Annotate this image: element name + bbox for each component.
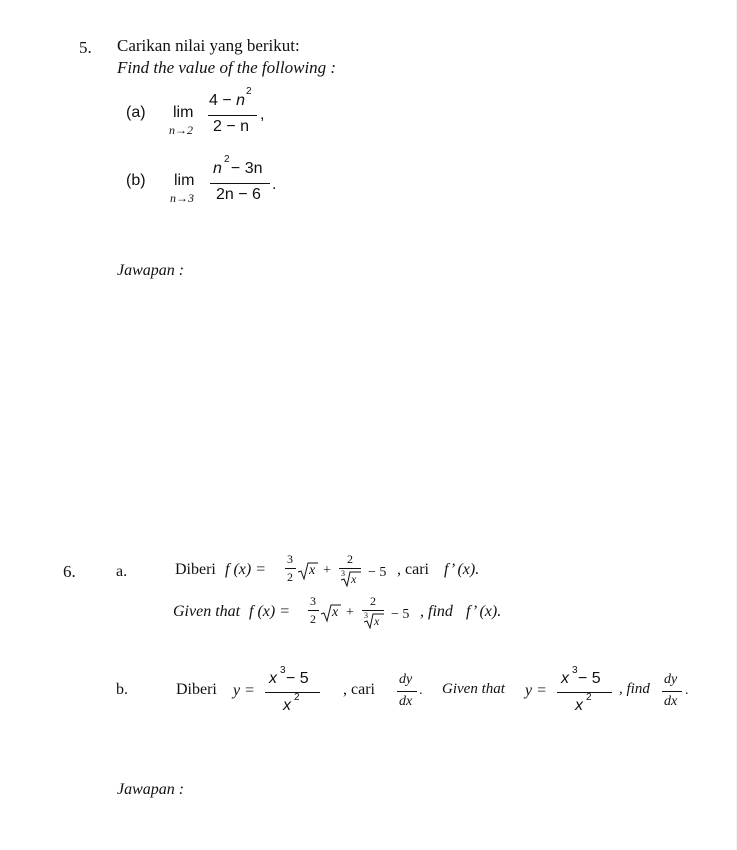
punctuation: . [685,683,689,698]
answer-label-q5: Jawapan : [117,262,185,279]
lead-text: Diberi [175,561,216,578]
fraction-denominator: 2 [287,570,293,584]
lim-operator: lim [174,172,195,189]
lim-subscript: n→2 [169,123,193,137]
fraction-numerator: 2 [347,552,353,566]
fraction-bar [210,183,270,184]
radicand: x [374,614,380,628]
plus-sign: + [346,605,354,620]
constant-term: − 5 [368,565,387,580]
question-5-heading-english: Find the value of the following : [117,58,337,77]
exponent: 3 [572,665,578,676]
answer-label-q6: Jawapan : [117,781,185,798]
radicand: x [351,572,357,586]
punctuation: . [272,176,277,193]
sqrt-icon [320,603,342,623]
english-mid-text: , find [619,681,650,697]
fraction-denominator: 2 − n [213,118,250,135]
fraction-bar [308,610,319,611]
fraction-numerator: x − 5 [269,670,309,687]
tail-text: , cari [397,561,429,578]
plus-sign: + [323,563,331,578]
fraction-bar [208,115,257,116]
root-index: 3 [364,611,368,620]
question-6-number: 6. [63,562,76,581]
fraction-denominator: x [575,697,583,714]
constant-term: − 5 [391,607,410,622]
fraction-denominator: x [283,697,291,714]
function-expression: f (x) = [249,603,290,620]
fraction-numerator: 4 − n [209,92,246,109]
part-label: b. [116,681,128,698]
derivative-expression: f’ (x). [466,603,502,620]
fraction-bar [557,692,612,693]
derivative-denominator: dx [664,694,678,709]
sqrt-icon [297,561,319,581]
tail-text: , find [420,603,453,620]
derivative-numerator: dy [664,672,678,687]
fraction-bar [662,691,682,692]
fraction-numerator: 2 [370,594,376,608]
fraction-denominator: 2n − 6 [216,186,261,203]
y-equals: y = [525,682,547,699]
fraction-numerator: 3 [310,594,316,608]
english-lead-text: Given that [442,681,505,697]
lim-operator: lim [173,104,194,121]
fraction-bar [397,691,417,692]
part-label: (b) [126,172,146,189]
part-label: (a) [126,104,146,121]
radicand: x [309,563,316,578]
exponent: 2 [246,86,252,97]
exponent: 2 [586,692,592,703]
lead-text: Given that [173,603,241,620]
exponent: 3 [280,665,286,676]
fraction-numerator: 3 [287,552,293,566]
punctuation: , [260,106,265,123]
fraction-denominator: 2 [310,612,316,626]
mid-text: , cari [343,681,375,698]
part-label: a. [116,563,128,580]
derivative-expression: f’ (x). [444,561,480,578]
exponent: 2 [294,692,300,703]
fraction-bar [285,568,296,569]
lim-subscript: n→3 [170,191,194,205]
fraction-numerator: n − 3n [213,160,263,177]
y-equals: y = [233,682,255,699]
question-5-number: 5. [79,38,92,57]
lead-text: Diberi [176,681,217,698]
punctuation: . [419,683,423,698]
fraction-bar [265,692,320,693]
fraction-numerator: x − 5 [561,670,601,687]
question-5-heading-malay: Carikan nilai yang berikut: [117,36,300,55]
exponent: 2 [224,154,230,165]
root-index: 3 [341,569,345,578]
derivative-denominator: dx [399,694,413,709]
derivative-numerator: dy [399,672,413,687]
function-expression: f (x) = [225,561,266,578]
radicand: x [332,605,339,620]
